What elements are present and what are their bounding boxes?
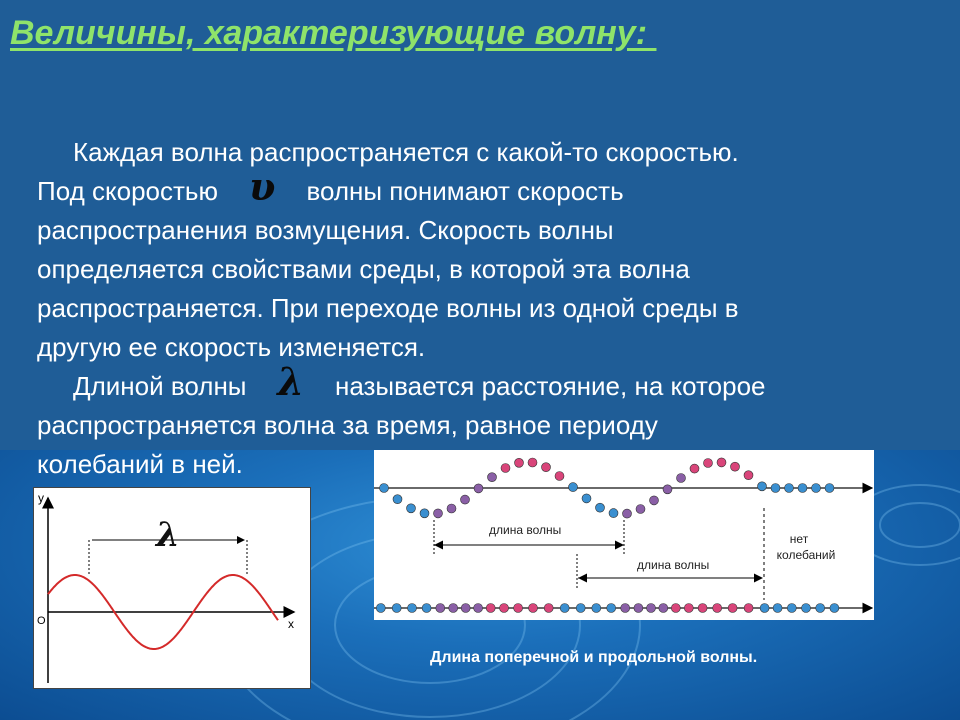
wavelength-label-1: длина волны	[489, 523, 562, 537]
paragraph-speed	[37, 133, 937, 367]
particle-dot	[447, 504, 456, 513]
particle-dot	[555, 472, 564, 481]
particle-dot	[392, 604, 401, 613]
particle-dot	[500, 604, 509, 613]
lambda-symbol: λ	[277, 359, 305, 404]
particle-dot	[596, 503, 605, 512]
no-oscillations-label: нет	[789, 532, 809, 546]
particle-dot	[677, 474, 686, 483]
particle-dot	[684, 604, 693, 613]
diagram-caption: Длина поперечной и продольной волны.	[430, 649, 758, 666]
particle-dot	[569, 483, 578, 492]
text-line: называется расстояние, на которое	[334, 371, 766, 401]
particle-dot	[592, 604, 601, 613]
particle-dot	[607, 604, 616, 613]
particle-dot	[436, 604, 445, 613]
particle-dot	[634, 604, 643, 613]
particle-dot	[713, 604, 722, 613]
text-line: определяется свойствами среды, в которой эта волна	[37, 254, 690, 284]
particle-dot	[461, 495, 470, 504]
particle-dot	[636, 505, 645, 514]
particle-dot	[529, 604, 538, 613]
particle-dot	[582, 494, 591, 503]
particle-dot	[408, 604, 417, 613]
y-axis-label: y	[38, 491, 44, 505]
particle-dot	[393, 495, 402, 504]
sine-wave-svg	[34, 488, 310, 688]
particle-dot	[650, 496, 659, 505]
particle-dot	[816, 604, 825, 613]
text-line: колебаний в ней.	[37, 449, 243, 479]
speed-symbol: υ	[249, 164, 276, 209]
particle-dot	[376, 604, 385, 613]
particle-dot	[422, 604, 431, 613]
particle-dot	[728, 604, 737, 613]
text-line: Под скоростью	[37, 176, 218, 206]
particle-dot	[434, 509, 443, 518]
particle-dot	[560, 604, 569, 613]
text-line: волны понимают скорость	[306, 176, 624, 206]
particle-dot	[544, 604, 553, 613]
particle-dot	[785, 484, 794, 493]
particle-dot	[830, 604, 839, 613]
particle-dot	[744, 471, 753, 480]
no-oscillations-label: колебаний	[776, 548, 836, 562]
particle-dot	[690, 464, 699, 473]
particle-dot	[514, 604, 523, 613]
text-line: распространения возмущения. Скорость волны	[37, 215, 614, 245]
particle-dot	[528, 458, 537, 467]
particle-dot	[717, 458, 726, 467]
wavelength-lambda: λ	[156, 515, 180, 555]
particle-dot	[474, 484, 483, 493]
particle-dot	[704, 459, 713, 468]
particle-dot	[474, 604, 483, 613]
text-line: распространяется. При переходе волны из одной среды в	[37, 293, 739, 323]
text-line: распространяется волна за время, равное периоду	[37, 410, 658, 440]
text-line: другую ее скорость изменяется.	[37, 332, 426, 362]
particle-dot	[647, 604, 656, 613]
wave-diagram	[374, 450, 874, 620]
particle-dot	[825, 484, 834, 493]
particle-dot	[380, 484, 389, 493]
wave-diagram-svg	[374, 450, 874, 620]
particle-dot	[623, 509, 632, 518]
particle-dot	[744, 604, 753, 613]
sine-wave-graph	[33, 487, 311, 689]
text-line: Длиной волны	[73, 371, 247, 401]
particle-dot	[461, 604, 470, 613]
particle-dot	[798, 484, 807, 493]
text-line: Каждая волна распространяется с какой-то скоростью.	[73, 137, 739, 167]
x-axis-label: x	[288, 617, 294, 631]
slide-title: Величины, характеризующие волну:	[10, 14, 657, 52]
origin-label: O	[37, 615, 46, 627]
particle-dot	[773, 604, 782, 613]
particle-dot	[542, 463, 551, 472]
particle-dot	[771, 484, 780, 493]
particle-dot	[488, 473, 497, 482]
particle-dot	[420, 509, 429, 518]
particle-dot	[663, 485, 672, 494]
particle-dot	[787, 604, 796, 613]
particle-dot	[515, 458, 524, 467]
particle-dot	[449, 604, 458, 613]
particle-dot	[576, 604, 585, 613]
particle-dot	[501, 464, 510, 473]
particle-dot	[802, 604, 811, 613]
particle-dot	[758, 482, 767, 491]
particle-dot	[407, 504, 416, 513]
particle-dot	[621, 604, 630, 613]
particle-dot	[698, 604, 707, 613]
particle-dot	[760, 604, 769, 613]
particle-dot	[486, 604, 495, 613]
wavelength-label-2: длина волны	[637, 558, 710, 572]
particle-dot	[731, 462, 740, 471]
particle-dot	[659, 604, 668, 613]
particle-dot	[609, 509, 618, 518]
particle-dot	[812, 484, 821, 493]
particle-dot	[671, 604, 680, 613]
